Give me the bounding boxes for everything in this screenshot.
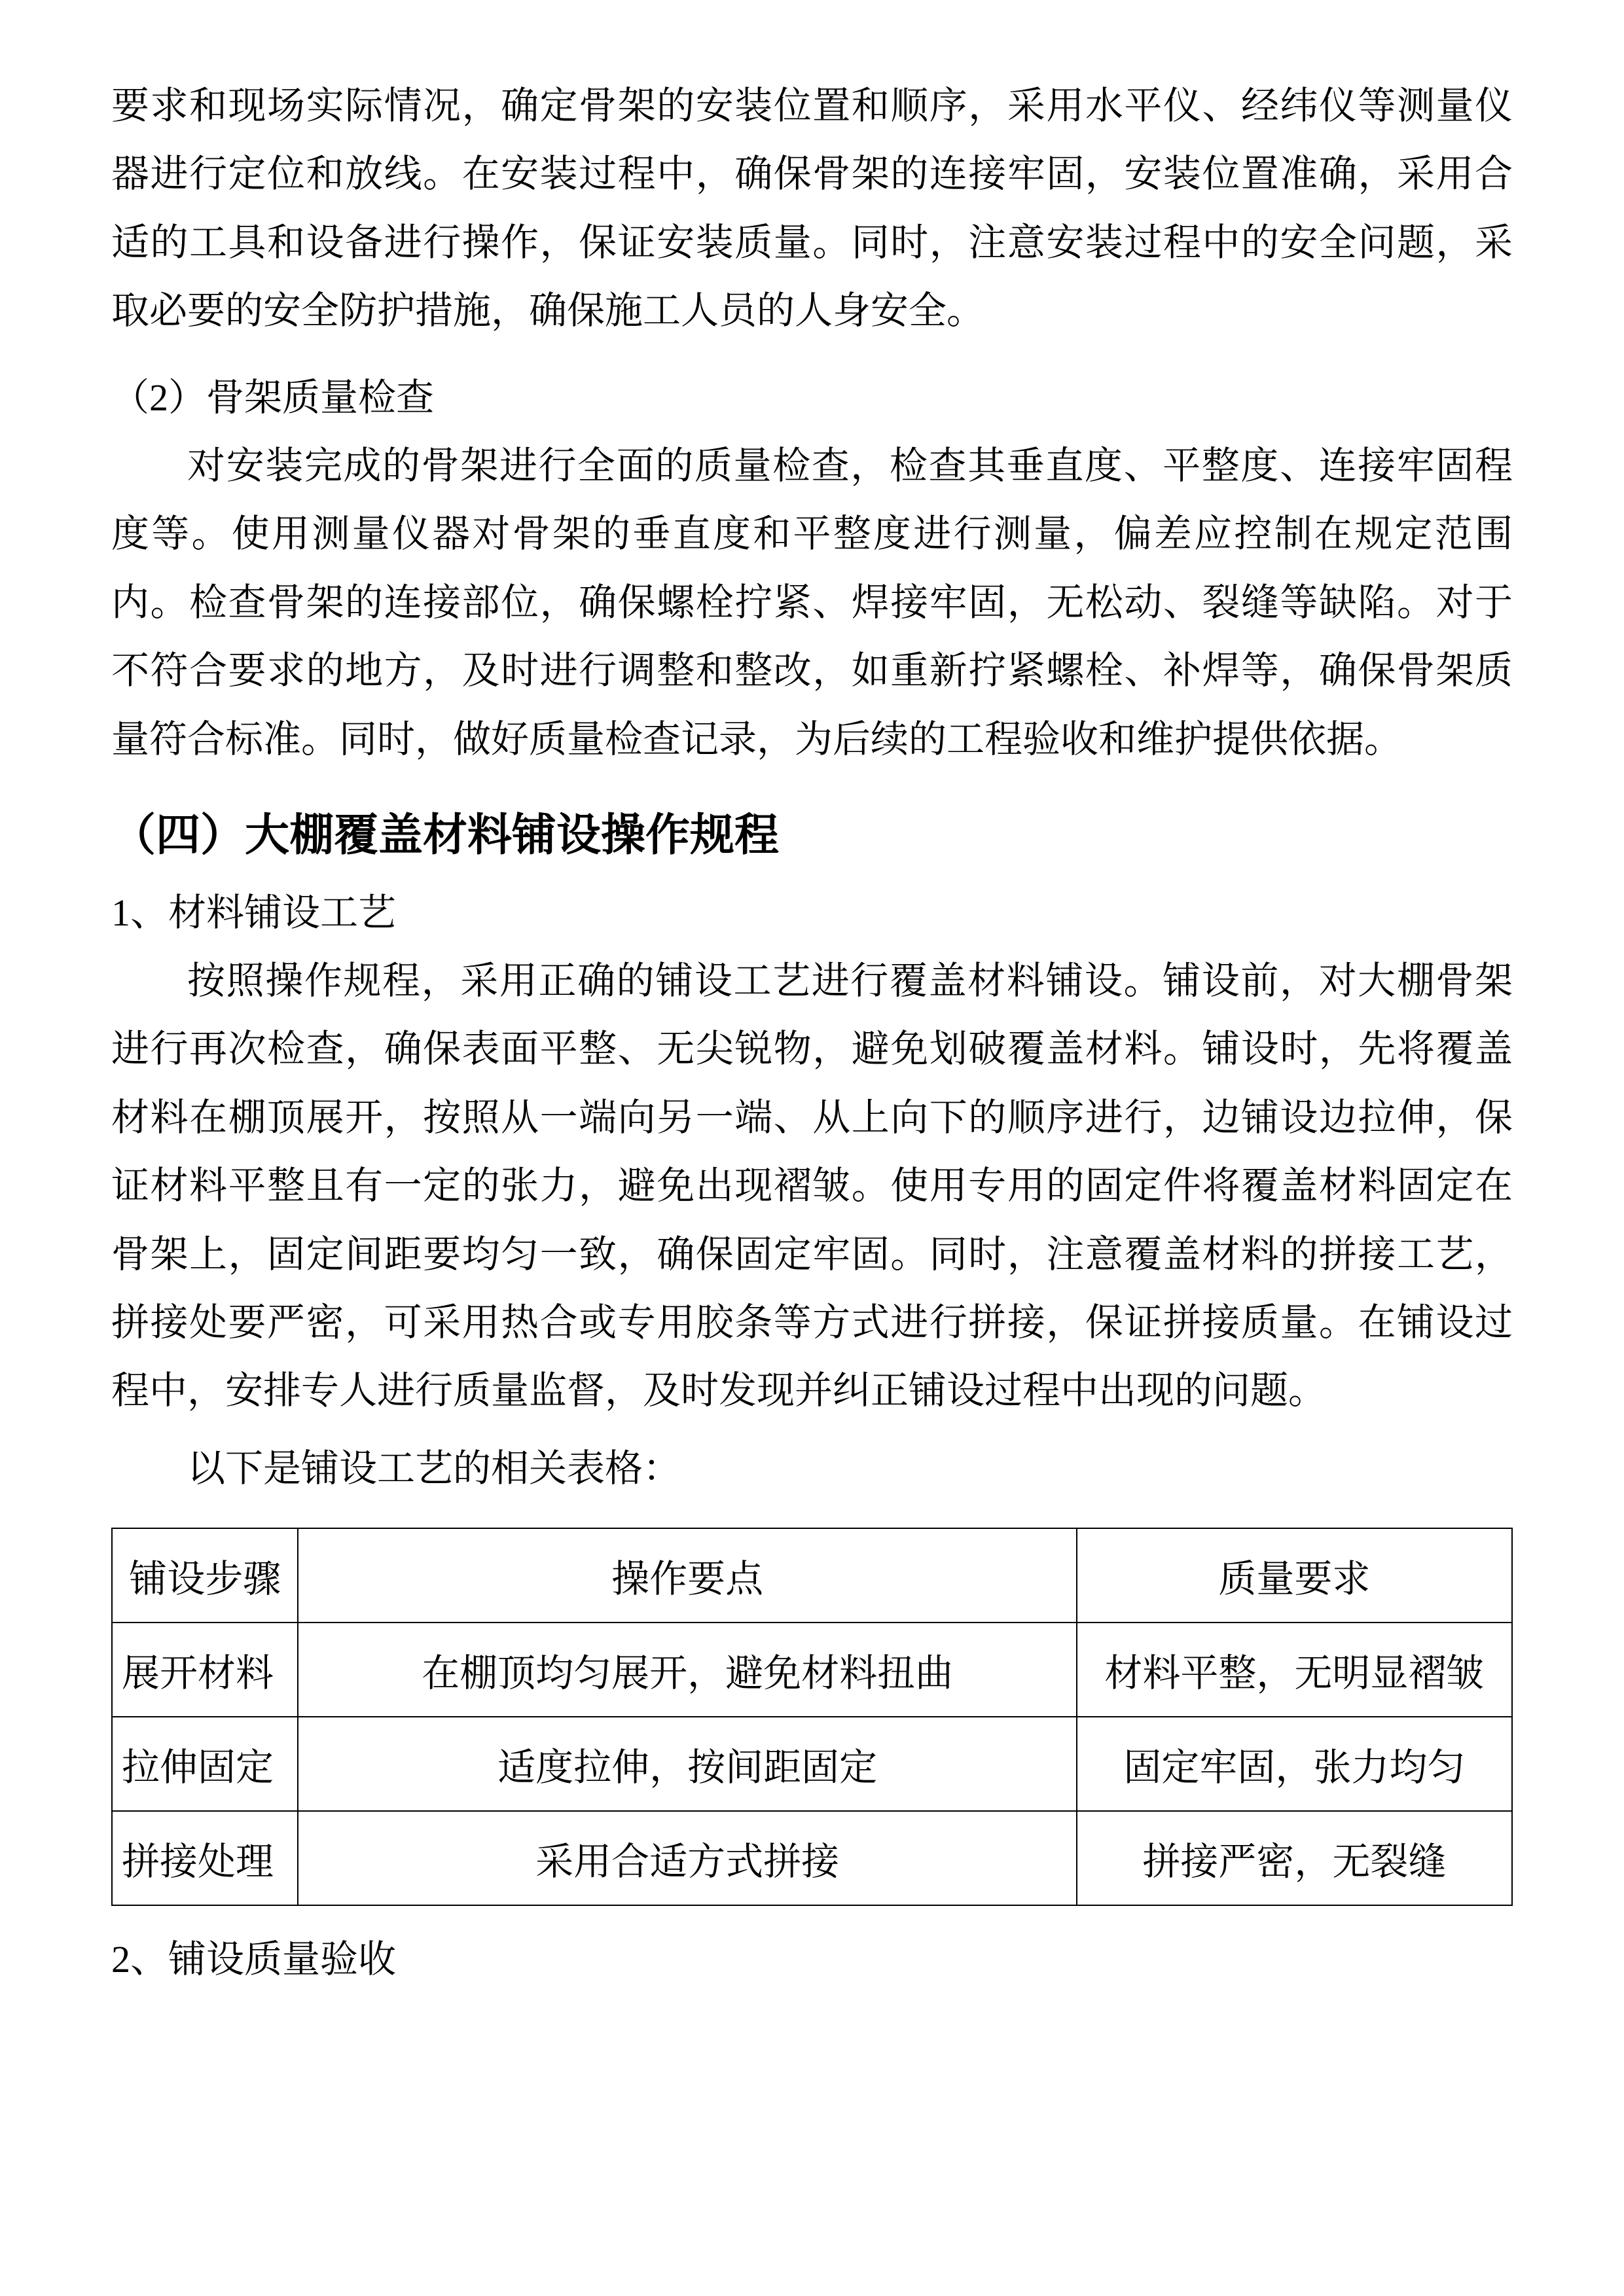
paragraph-skeleton-quality-check: 对安装完成的骨架进行全面的质量检查，检查其垂直度、平整度、连接牢固程度等。使用测量仪器对骨架的垂直度和平整度进行测量，偏差应控制在规定范围内。检查骨架的连接部位，确保螺栓拧紧、焊接牢固，无松动、裂缝等缺陷。对于不符合要求的地方，及时进行调整和整改，如重新拧紧螺栓、补焊等，确保骨架质量符合标准。同时，做好质量检查记录，为后续的工程验收和维护提供依据。 (111, 444, 1513, 761)
table-header-step: 铺设步骤 (112, 1528, 298, 1623)
paragraph-install-process: 要求和现场实际情况，确定骨架的安装位置和顺序，采用水平仪、经纬仪等测量仪器进行定位和放线。在安装过程中，确保骨架的连接牢固，安装位置准确，采用合适的工具和设备进行操作，保证安装质量。同时，注意安装过程中的安全问题，采取必要的安全防护措施，确保施工人员的人身安全。 (111, 84, 1513, 332)
subheading-skeleton-quality-check: （2）骨架质量检查 (111, 376, 435, 419)
laying-process-table (111, 1528, 1513, 1906)
table-header-operation-points: 操作要点 (298, 1528, 1076, 1623)
table-header-row (112, 1528, 1512, 1623)
table-cell-quality: 固定牢固，张力均匀 (1077, 1717, 1512, 1811)
table-row (112, 1811, 1512, 1905)
subheading-laying-technique: 1、材料铺设工艺 (111, 891, 397, 934)
table-cell-operation: 适度拉伸，按间距固定 (298, 1717, 1076, 1811)
table-cell-step: 拼接处理 (112, 1811, 298, 1905)
table-cell-step: 拉伸固定 (112, 1717, 298, 1811)
table-cell-operation: 采用合适方式拼接 (298, 1811, 1076, 1905)
table-cell-operation: 在棚顶均匀展开，避免材料扭曲 (298, 1623, 1076, 1717)
section-heading-covering-material: （四）大棚覆盖材料铺设操作规程 (111, 810, 780, 860)
subheading-laying-quality-acceptance: 2、铺设质量验收 (111, 1938, 397, 1981)
paragraph-table-intro: 以下是铺设工艺的相关表格： (187, 1446, 681, 1490)
table-cell-step: 展开材料 (112, 1623, 298, 1717)
table-cell-quality: 材料平整，无明显褶皱 (1077, 1623, 1512, 1717)
table-row (112, 1623, 1512, 1717)
table-row (112, 1717, 1512, 1811)
table-header-quality-requirements: 质量要求 (1077, 1528, 1512, 1623)
paragraph-laying-technique: 按照操作规程，采用正确的铺设工艺进行覆盖材料铺设。铺设前，对大棚骨架进行再次检查，确保表面平整、无尖锐物，避免划破覆盖材料。铺设时，先将覆盖材料在棚顶展开，按照从一端向另一端、从上向下的顺序进行，边铺设边拉伸，保证材料平整且有一定的张力，避免出现褶皱。使用专用的固定件将覆盖材料固定在骨架上，固定间距要均匀一致，确保固定牢固。同时，注意覆盖材料的拼接工艺，拼接处要严密，可采用热合或专用胶条等方式进行拼接，保证拼接质量。在铺设过程中，安排专人进行质量监督，及时发现并纠正铺设过程中出现的问题。 (111, 960, 1513, 1412)
table-cell-quality: 拼接严密，无裂缝 (1077, 1811, 1512, 1905)
